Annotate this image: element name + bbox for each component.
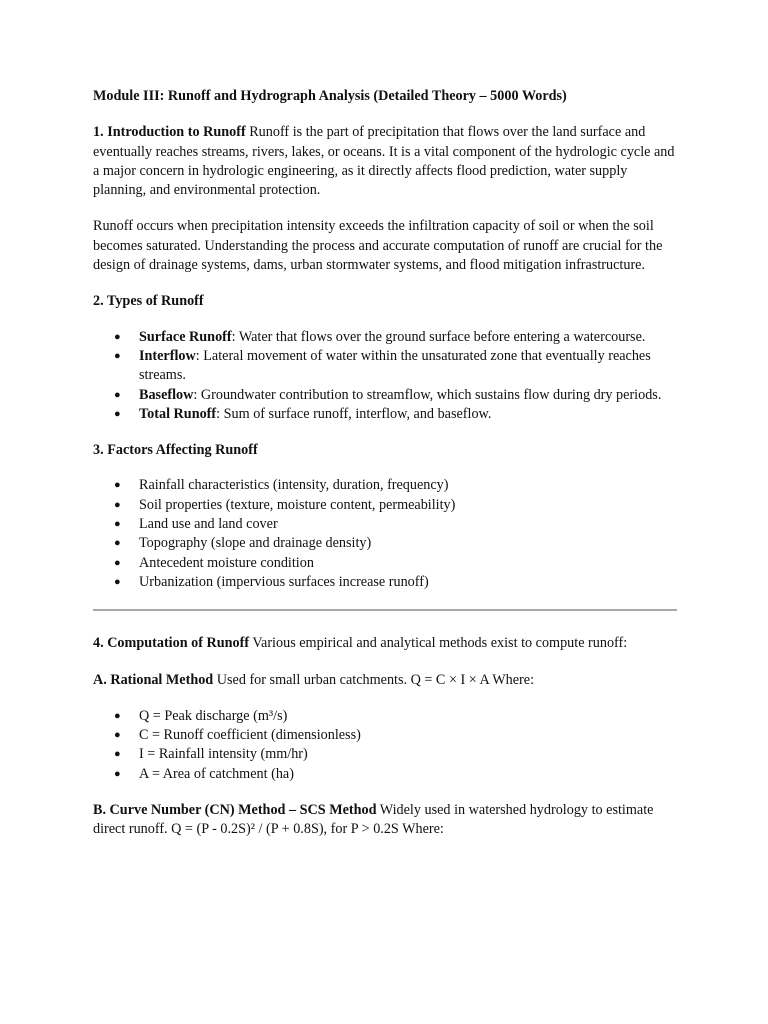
bullet-icon: ● xyxy=(114,729,121,742)
list-item xyxy=(93,765,678,784)
factors-list xyxy=(93,476,678,592)
list-item-text: Topography (slope and drainage density) xyxy=(139,535,372,552)
bullet-icon: ● xyxy=(114,479,121,492)
bullet-icon: ● xyxy=(114,498,121,511)
computation-heading: 4. Computation of Runoff xyxy=(93,635,250,652)
bullet-icon: ● xyxy=(114,575,121,588)
curve-number-paragraph xyxy=(93,801,678,840)
list-item-term: Surface Runoff xyxy=(139,328,232,345)
list-item-term: Baseflow xyxy=(139,386,194,403)
bullet-icon: ● xyxy=(114,330,121,343)
bullet-icon: ● xyxy=(114,748,121,761)
rational-text: Used for small urban catchments. Q = C × I × A Where: xyxy=(213,671,535,688)
document-title: Module III: Runoff and Hydrograph Analysis (Detailed Theory – 5000 Words) xyxy=(93,88,567,104)
curve-number-heading: B. Curve Number (CN) Method – SCS Method xyxy=(93,802,377,819)
list-item xyxy=(93,405,678,424)
types-list xyxy=(93,328,678,424)
list-item xyxy=(93,515,678,534)
list-item-text: Antecedent moisture condition xyxy=(139,554,314,571)
types-heading: 2. Types of Runoff xyxy=(93,293,204,310)
list-item xyxy=(93,745,678,764)
bullet-icon: ● xyxy=(114,767,121,780)
bullet-icon: ● xyxy=(114,407,121,420)
list-item-text: : Water that flows over the ground surface before entering a watercourse. xyxy=(231,328,646,345)
list-item xyxy=(93,476,678,495)
list-item xyxy=(93,328,678,347)
list-item xyxy=(93,707,678,726)
bullet-icon: ● xyxy=(114,388,121,401)
list-item xyxy=(93,347,678,386)
list-item xyxy=(93,726,678,745)
intro-text: Runoff is the part of precipitation that flows over the land surface and eventually reaches streams, rivers, lakes, or oceans. It is a vital component of the hydrologic cycle and a major concern in hydrologic engineering, as it directly affects flood prediction, water supply planning, and environmental protection. xyxy=(93,124,675,199)
list-item-text: Urbanization (impervious surfaces increase runoff) xyxy=(139,573,429,590)
list-item-text: : Groundwater contribution to streamflow, which sustains flow during dry periods. xyxy=(193,386,662,403)
list-item-text: Land use and land cover xyxy=(139,516,278,533)
bullet-icon: ● xyxy=(114,556,121,569)
list-item-text: : Sum of surface runoff, interflow, and baseflow. xyxy=(216,405,492,422)
list-item xyxy=(93,534,678,553)
curve-number-text: Widely used in watershed hydrology to estimate direct runoff. Q = (P - 0.2S)² / (P + 0.8S), for P > 0.2S Where: xyxy=(93,802,654,838)
list-item-text: : Lateral movement of water within the unsaturated zone that eventually reaches streams. xyxy=(139,347,651,384)
bullet-icon: ● xyxy=(114,518,121,531)
list-item-text: Q = Peak discharge (m³/s) xyxy=(139,707,288,724)
list-item xyxy=(93,573,678,592)
document-page xyxy=(93,87,678,857)
list-item-text: I = Rainfall intensity (mm/hr) xyxy=(139,746,308,763)
computation-paragraph xyxy=(93,634,678,653)
list-item-text: Soil properties (texture, moisture content, permeability) xyxy=(139,496,456,513)
bullet-icon: ● xyxy=(114,709,121,722)
list-item-term: Total Runoff xyxy=(139,405,217,422)
list-item-term: Interflow xyxy=(139,347,196,364)
rational-paragraph xyxy=(93,671,678,690)
bullet-icon: ● xyxy=(114,537,121,550)
rational-list xyxy=(93,707,678,784)
computation-text: Various empirical and analytical methods exist to compute runoff: xyxy=(249,635,628,652)
list-item-text: A = Area of catchment (ha) xyxy=(139,765,294,782)
bullet-icon: ● xyxy=(114,349,121,362)
list-item-text: Rainfall characteristics (intensity, duration, frequency) xyxy=(139,477,449,494)
list-item xyxy=(93,496,678,515)
rational-heading: A. Rational Method xyxy=(93,671,214,688)
runoff-occurs-paragraph: Runoff occurs when precipitation intensity exceeds the infiltration capacity of soil or when the soil becomes saturated. Understanding the process and accurate computation of runoff are crucial for the design of drainage systems, dams, urban stormwater systems, and flood mitigation infrastructure. xyxy=(93,218,663,274)
list-item-text: C = Runoff coefficient (dimensionless) xyxy=(139,727,361,744)
horizontal-rule xyxy=(93,609,677,611)
intro-paragraph xyxy=(93,123,678,200)
list-item xyxy=(93,554,678,573)
factors-heading: 3. Factors Affecting Runoff xyxy=(93,442,258,459)
list-item xyxy=(93,386,678,405)
intro-heading: 1. Introduction to Runoff xyxy=(93,124,246,141)
